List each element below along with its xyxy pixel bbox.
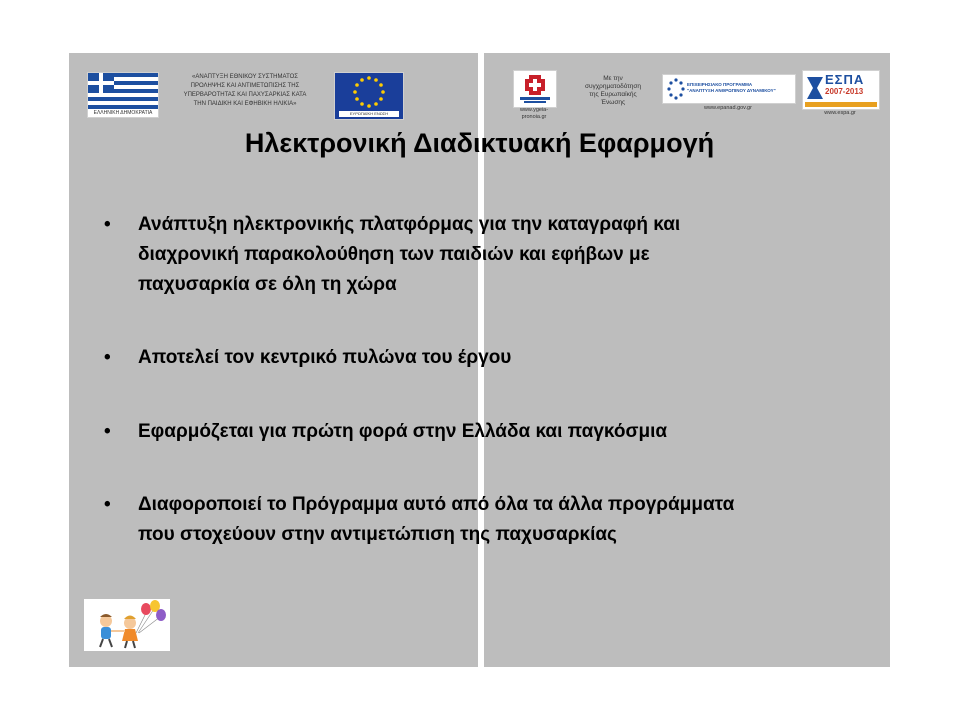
bullet-item: • Εφαρμόζεται για πρώτη φορά στην Ελλάδα και παγκόσμια <box>104 421 668 442</box>
espa-years: 2007-2013 <box>825 87 864 96</box>
espa-logo-icon <box>802 70 880 110</box>
bullet-list <box>104 210 864 550</box>
op-url: www.epanad.gov.gr <box>704 105 752 111</box>
bullet-item: • Ανάπτυξη ηλεκτρονικής πλατφόρμας για την καταγραφή και διαχρονική παρακολούθηση των παιδιών και εφήβων με παχυσαρκία σε όλη τη χώρα <box>104 214 681 295</box>
espa-name: ΕΣΠΑ <box>825 72 865 87</box>
greek-flag-caption: ΕΛΛΗΝΙΚΗ ΔΗΜΟΚΡΑΤΙΑ <box>88 110 158 117</box>
bullet-item: • Αποτελεί τον κεντρικό πυλώνα του έργου <box>104 347 512 368</box>
eu-flag-icon <box>334 72 404 120</box>
children-balloons-illustration-icon <box>84 599 170 651</box>
ministry-url: www.ygeia- pronoia.gr <box>519 107 549 120</box>
slide-title: Ηλεκτρονική Διαδικτυακή Εφαρμογή <box>244 128 715 158</box>
operational-programme-logo-icon: ΕΠΙΧΕΙΡΗΣΙΑΚΟ ΠΡΟΓΡΑΜΜΑ "ΑΝΑΠΤΥΞΗ ΑΝΘΡΩΠΙΝΟΥ ΔΥΝΑΜΙΚΟΥ" <box>662 74 796 104</box>
greek-flag-icon <box>87 72 159 118</box>
eu-flag-caption: ΕΥΡΩΠΑΪΚΗ ΕΝΩΣΗ <box>339 111 399 117</box>
ministry-health-logo-icon <box>513 70 557 108</box>
cofunding-text: Με την συγχρηματοδότηση της Ευρωπαϊκής Ένωσης <box>584 75 642 106</box>
project-title-text: «ΑΝΑΠΤΥΞΗ ΕΘΝΙΚΟΥ ΣΥΣΤΗΜΑΤΟΣ ΠΡΟΛΗΨΗΣ ΚΑΙ ΑΝΤΙΜΕΤΩΠΙΣΗΣ ΤΗΣ ΥΠΕΡΒΑΡΟΤΗΤΑΣ ΚΑΙ ΠΑΧΥΣΑΡΚΙΑΣ ΚΑΤΑ ΤΗΝ ΠΑΙΔΙΚΗ ΚΑΙ ΕΦΗΒΙΚΗ ΗΛΙΚΙΑ» <box>183 74 307 107</box>
espa-url: www.espa.gr <box>824 110 856 116</box>
bullet-item: • Διαφοροποιεί το Πρόγραμμα αυτό από όλα τα άλλα προγράμματα που στοχεύουν στην αντιμετώπιση της παχυσαρκίας <box>104 494 735 545</box>
